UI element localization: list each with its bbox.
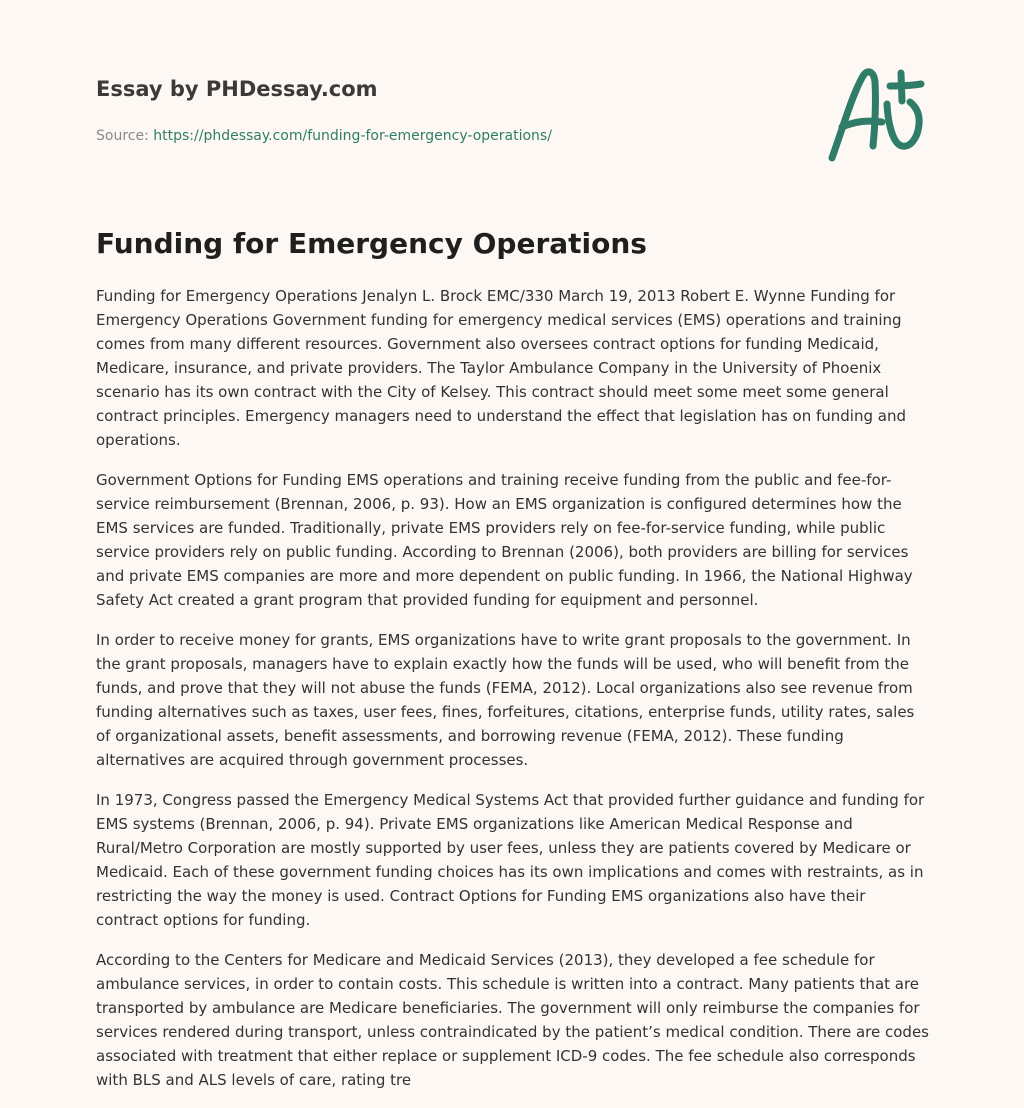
article-title: Funding for Emergency Operations: [96, 227, 647, 260]
source-line: [96, 126, 796, 146]
article-paragraph: Funding for Emergency Operations Jenalyn L. Brock EMC/330 March 19, 2013 Robert E. Wynne Funding for Emergency Operations Government funding for emergency medical services (EMS) operations and training comes from many different resources. Government also oversees contract options for funding Medicaid, Medicare, insurance, and private providers. The Taylor Ambulance Company in the University of Phoenix scenario has its own contract with the City of Kelsey. This contract should meet some meet some general contract principles. Emergency managers need to understand the effect that legislation has on funding and operations.: [96, 287, 906, 449]
article-paragraph: According to the Centers for Medicare and Medicaid Services (2013), they developed a fee schedule for ambulance services, in order to contain costs. This schedule is written into a contract. Many patients that are transported by ambulance are Medicare beneficiaries. The government will only reimburse the companies for services rendered during transport, unless contraindicated by the patient’s medical condition. There are codes associated with treatment that either replace or supplement ICD-9 codes. The fee schedule also corresponds with BLS and ALS levels of care, rating tre: [96, 951, 929, 1089]
site-brand: Essay by PHDessay.com: [96, 77, 378, 101]
a-plus-logo-icon: [818, 66, 930, 166]
source-link[interactable]: https://phdessay.com/funding-for-emergency-operations/: [153, 128, 552, 144]
source-label: Source:: [96, 128, 149, 144]
article-body: [96, 284, 932, 1108]
article-paragraph: In order to receive money for grants, EMS organizations have to write grant proposals to the government. In the grant proposals, managers have to explain exactly how the funds will be used, who will benefit from the funds, and prove that they will not abuse the funds (FEMA, 2012). Local organizations also see revenue from funding alternatives such as taxes, user fees, fines, forfeitures, citations, enterprise funds, utility rates, sales of organizational assets, benefit assessments, and borrowing revenue (FEMA, 2012). These funding alternatives are acquired through government processes.: [96, 631, 915, 769]
article-paragraph: In 1973, Congress passed the Emergency Medical Systems Act that provided further guidance and funding for EMS systems (Brennan, 2006, p. 94). Private EMS organizations like American Medical Response and Rural/Metro Corporation are mostly supported by user fees, unless they are patients covered by Medicare or Medicaid. Each of these government funding choices has its own implications and comes with restraints, as in restricting the way the money is used. Contract Options for Funding EMS organizations also have their contract options for funding.: [96, 791, 925, 929]
article-paragraph: Government Options for Funding EMS operations and training receive funding from the public and fee-for-service reimbursement (Brennan, 2006, p. 93). How an EMS organization is configured determines how the EMS services are funded. Traditionally, private EMS providers rely on fee-for-service funding, while public service providers rely on public funding. According to Brennan (2006), both providers are billing for services and private EMS companies are more and more dependent on public funding. In 1966, the National Highway Safety Act created a grant program that provided funding for equipment and personnel.: [96, 471, 913, 609]
page-header: [96, 74, 796, 146]
